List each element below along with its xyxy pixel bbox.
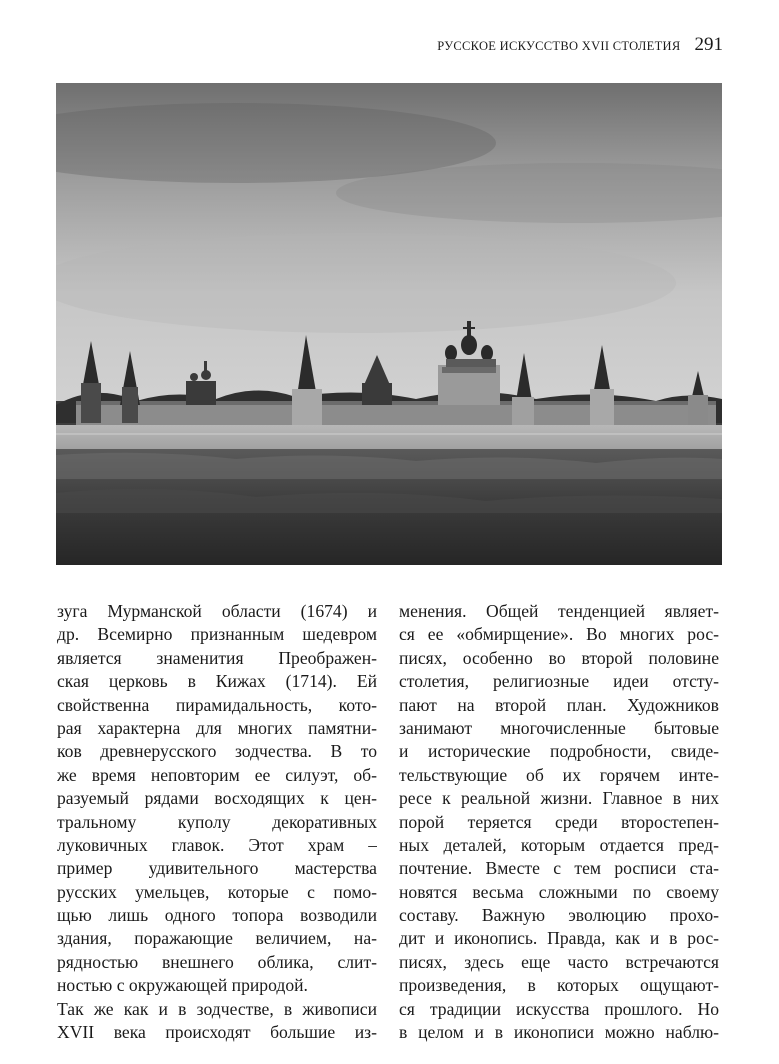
text-line: свойственна пирамидальность, кото- bbox=[57, 694, 377, 715]
text-line: дит и иконопись. Правда, как и в рос- bbox=[399, 928, 719, 949]
text-line: и исторические подробности, свиде- bbox=[399, 741, 719, 762]
text-line: писях, особенно во второй половине bbox=[399, 647, 719, 668]
text-line: же время неповторим ее силуэт, об- bbox=[57, 764, 377, 785]
text-line: XVII века происходят большие из- bbox=[57, 1022, 377, 1043]
running-header bbox=[437, 34, 723, 56]
text-line: является знаменития Преображен- bbox=[57, 647, 377, 668]
text-line: ков древнерусского зодчества. В то bbox=[57, 741, 377, 762]
running-title: РУССКОЕ ИСКУССТВО XVII СТОЛЕТИЯ bbox=[437, 39, 681, 53]
text-line: менения. Общей тенденцией являет- bbox=[399, 601, 719, 621]
text-line: новятся весьма сложными по своему bbox=[399, 881, 719, 902]
text-line: луковичных главок. Этот храм – bbox=[57, 834, 377, 855]
text-line: др. Всемирно признанным шедевром bbox=[57, 624, 377, 645]
text-line: рядностью внешнего облика, слит- bbox=[57, 951, 377, 972]
text-line: тральному куполу декоративных bbox=[57, 811, 377, 832]
text-line: щью лишь одного топора возводили bbox=[57, 905, 377, 926]
monastery-landscape-photo bbox=[56, 83, 722, 565]
text-line: в целом и в иконописи можно наблю- bbox=[399, 1022, 719, 1043]
text-line: тельствующие об их горячем инте- bbox=[399, 764, 719, 785]
text-line: Так же как и в зодчестве, в живописи bbox=[57, 998, 377, 1019]
text-line: пример удивительного мастерства bbox=[57, 858, 377, 879]
text-line: ресе к реальной жизни. Главное в них bbox=[399, 788, 719, 809]
text-line: здания, поражающие величием, на- bbox=[57, 928, 377, 949]
text-line: русских умельцев, которые с помо- bbox=[57, 881, 377, 902]
text-line: писях, здесь еще часто встречаются bbox=[399, 951, 719, 972]
text-line: ностью с окружающей природой. bbox=[57, 975, 308, 996]
page-number: 291 bbox=[694, 34, 723, 55]
text-line: составу. Важную эволюцию прохо- bbox=[399, 905, 719, 926]
text-line: ных деталей, которым отдается пред- bbox=[399, 834, 719, 855]
text-line: разуемый рядами восходящих к цен- bbox=[57, 788, 377, 809]
text-line: ся традиции искусства прошлого. Но bbox=[399, 998, 719, 1019]
right-text-column bbox=[399, 600, 719, 1044]
text-line: произведения, в которых ощущают- bbox=[399, 975, 719, 996]
text-line: ская церковь в Кижах (1714). Ей bbox=[57, 671, 377, 692]
text-line: ся ее «обмирщение». Во многих рос- bbox=[399, 624, 719, 645]
text-line: столетия, религиозные идеи отсту- bbox=[399, 671, 719, 692]
text-line: зуга Мурманской области (1674) и bbox=[57, 601, 377, 621]
text-line: занимают многочисленные бытовые bbox=[399, 717, 719, 738]
text-line: пают на второй план. Художников bbox=[399, 694, 719, 715]
left-text-column bbox=[57, 600, 377, 1044]
text-line: почтение. Вместе с тем росписи ста- bbox=[399, 858, 719, 879]
text-line: рая характерна для многих памятни- bbox=[57, 717, 377, 738]
text-line: порой теряется среди второстепен- bbox=[399, 811, 719, 832]
